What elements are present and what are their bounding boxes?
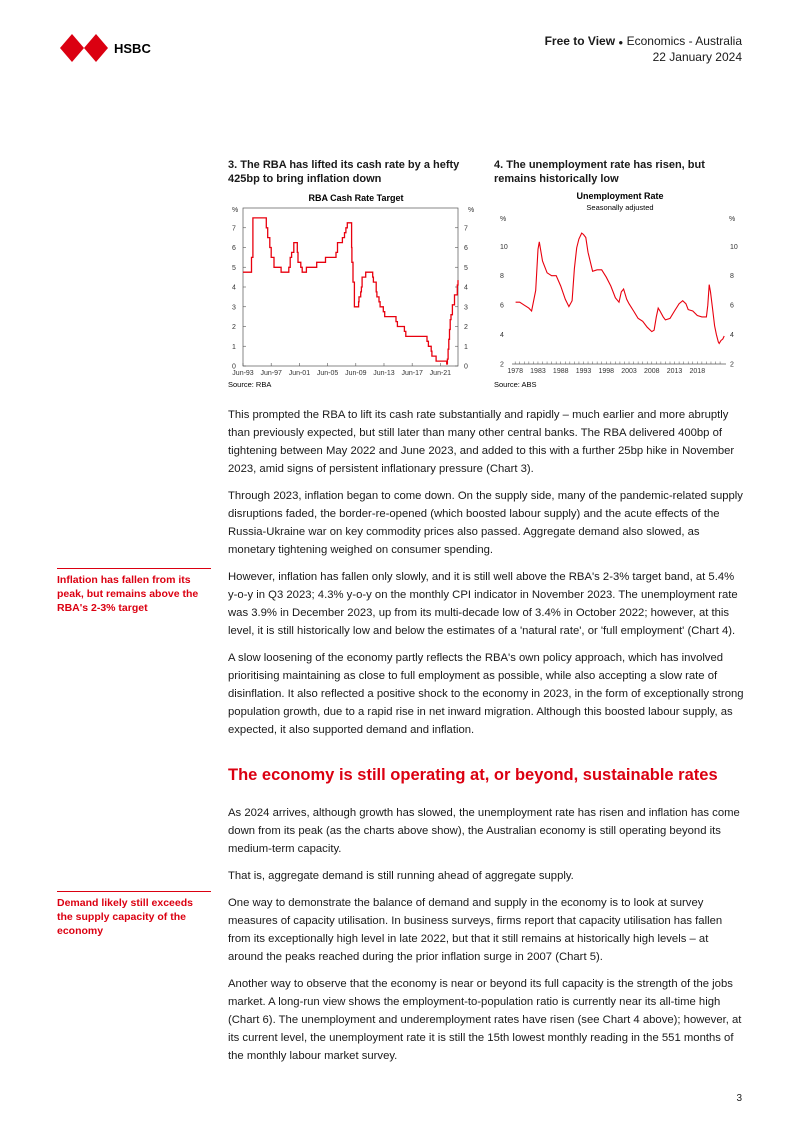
chart3-series-line bbox=[243, 218, 458, 364]
chart3-rba-cash-rate bbox=[226, 188, 480, 388]
chart3-y-tick-label: 0 bbox=[232, 363, 236, 371]
paragraph-2024-arrives: As 2024 arrives, although growth has slowed, the unemployment rate has risen and inflation has come down from its peak (as the charts above show), the Australian economy is still operating beyond its medium-term capacity. bbox=[228, 807, 740, 855]
chart3-y-ticks bbox=[232, 225, 468, 370]
chart3-y-tick-label: 1 bbox=[464, 343, 468, 351]
chart3-y-unit-left: % bbox=[232, 207, 239, 214]
chart3-x-tick-label: Jun-13 bbox=[373, 370, 395, 377]
chart4-y-tick-label: 8 bbox=[500, 273, 504, 281]
side-note-demand: Demand likely still exceeds the supply capacity of the economy bbox=[57, 891, 211, 938]
chart4-y-tick-label: 2 bbox=[500, 361, 504, 369]
chart3-x-tick-label: Jun-93 bbox=[232, 370, 254, 377]
chart4-y-tick-label: 4 bbox=[500, 332, 504, 340]
chart3-y-tick-label: 5 bbox=[464, 264, 468, 272]
chart3-y-tick-label: 3 bbox=[232, 304, 236, 312]
chart3-y-tick-label: 6 bbox=[232, 245, 236, 252]
chart3-plot-frame bbox=[243, 208, 458, 366]
chart4-inner-title: Unemployment Rate bbox=[576, 191, 664, 201]
chart4-y-tick-label: 6 bbox=[730, 302, 734, 310]
chart4-x-tick-label: 1993 bbox=[575, 368, 592, 375]
chart4-series-line bbox=[516, 233, 725, 343]
chart3-y-tick-label: 0 bbox=[464, 363, 468, 371]
header-line-1 bbox=[545, 34, 742, 50]
body-text-block-2 bbox=[228, 804, 746, 1074]
chart3-x-tick-label: Jun-97 bbox=[260, 370, 282, 377]
paragraph-inflation-falling: Through 2023, inflation began to come down. On the supply side, many of the pandemic-related supply disruptions faded, the border-re-opened (which boosted labour supply) and the acute effects of the Russia-Ukraine war on key commodity prices also passed. Aggregate demand also slowed, as monetary tightening weighed on consumer spending. bbox=[228, 490, 743, 556]
chart3-y-tick-label: 7 bbox=[464, 225, 468, 233]
chart4-y-unit-left: % bbox=[500, 216, 507, 223]
chart3-y-tick-label: 4 bbox=[464, 284, 468, 292]
chart4-x-tick-label: 2018 bbox=[689, 368, 706, 375]
chart4-x-tick-label: 2013 bbox=[666, 368, 683, 375]
section-heading: The economy is still operating at, or beyond, sustainable rates bbox=[228, 766, 718, 784]
chart4-title: 4. The unemployment rate has risen, but remains historically low bbox=[494, 159, 705, 185]
chart3-y-tick-label: 7 bbox=[232, 225, 236, 233]
chart3-x-tick-label: Jun-01 bbox=[288, 370, 311, 377]
chart3-y-tick-label: 2 bbox=[464, 324, 468, 331]
chart3-x-ticks bbox=[232, 363, 451, 377]
hsbc-logo bbox=[60, 34, 151, 62]
chart3-y-unit-right: % bbox=[468, 207, 475, 214]
chart3-y-tick-label: 4 bbox=[232, 284, 236, 292]
paragraph-slow-loosening: A slow loosening of the economy partly reflects the RBA's own policy approach, which has involved prioritising maintaining as close to full employment as possible, while also accepting a slow rate of disinflation. It also reflected a positive shock to the economy in 2023, in the form of exceptionally strong population growth, due to a rapid rise in net inward migration. Although this boosted labour supply, as expected, it also supported demand and inflation. bbox=[228, 652, 744, 736]
chart4-y-tick-label: 8 bbox=[730, 273, 734, 281]
body-text-block-1 bbox=[228, 406, 746, 748]
chart4-x-tick-label: 1998 bbox=[598, 368, 615, 375]
chart4-x-ticks bbox=[507, 362, 720, 376]
paragraph-demand-ahead: That is, aggregate demand is still running ahead of aggregate supply. bbox=[228, 870, 574, 882]
chart4-y-tick-label: 2 bbox=[730, 361, 734, 369]
chart4-subtitle: Seasonally adjusted bbox=[586, 203, 654, 212]
paragraph-jobs-market: Another way to observe that the economy is near or beyond its full capacity is the strength of the jobs market. A long-run view shows the employment-to-population ratio is currently near its all-time high (Chart 6). The unemployment and underemployment rates have risen (see Chart 4 above); however, at its current level, the unemployment rate it is still the 15th lowest monthly reading in the 551 months of the monthly labour market survey. bbox=[228, 978, 742, 1062]
chart3-title: 3. The RBA has lifted its cash rate by a hefty 425bp to bring inflation down bbox=[228, 159, 460, 185]
page-number: 3 bbox=[736, 1093, 742, 1104]
chart3-x-tick-label: Jun-21 bbox=[429, 370, 452, 377]
chart4-unemployment-rate bbox=[492, 188, 746, 388]
chart3-y-tick-label: 6 bbox=[464, 245, 468, 252]
chart3-x-tick-label: Jun-05 bbox=[316, 370, 339, 377]
chart3-x-tick-label: Jun-17 bbox=[401, 370, 423, 377]
chart4-y-ticks bbox=[500, 244, 738, 369]
chart3-x-tick-label: Jun-09 bbox=[345, 370, 367, 377]
side-note-inflation: Inflation has fallen from its peak, but remains above the RBA's 2-3% target bbox=[57, 568, 211, 615]
chart4-x-tick-label: 1978 bbox=[507, 368, 523, 375]
chart3-y-tick-label: 5 bbox=[232, 264, 236, 272]
logo-text: HSBC bbox=[114, 40, 151, 56]
paragraph-rba-tightening: This prompted the RBA to lift its cash rate substantially and rapidly – much earlier and more abruptly than previously expected, but still later than many other central banks. The RBA delivered 400bp of tightening between May 2022 and June 2023, and added to this with a further 25bp hike in November 2023, amid signs of persistent inflationary pressure (Chart 3). bbox=[228, 409, 735, 475]
free-to-view-label: Free to View bbox=[544, 34, 616, 48]
chart4-x-tick-label: 1988 bbox=[552, 368, 569, 375]
chart4-x-tick-label: 2008 bbox=[643, 368, 660, 375]
chart3-source: Source: RBA bbox=[228, 380, 272, 388]
chart3-y-tick-label: 3 bbox=[464, 304, 468, 312]
chart4-y-tick-label: 4 bbox=[730, 332, 734, 340]
header-date: 22 January 2024 bbox=[652, 50, 742, 64]
paragraph-capacity-utilisation: One way to demonstrate the balance of demand and supply in the economy is to look at survey measures of capacity utilisation. In business surveys, firms report that capacity utilisation has fallen from its exceptionally high level in late 2022, but that it still remains at historically high levels – at around the peaks reached during the prior inflation surge in 2007 (Chart 5). bbox=[228, 897, 723, 963]
chart4-y-tick-label: 10 bbox=[730, 243, 738, 251]
paragraph-inflation-above-target: However, inflation has fallen only slowly, and it is still well above the RBA's 2-3% target band, at 5.4% y-o-y in Q3 2023; 4.3% y-o-y on the monthly CPI indicator in November 2023. The unemployment rate was 3.9% in December 2023, up from its multi-decade low of 3.4% in October 2022; however, at this level, it is still historically low and below the estimates of a 'natural rate', or 'full employment' (Chart 4). bbox=[228, 571, 738, 637]
chart4-y-unit-right: % bbox=[729, 216, 736, 223]
chart3-y-tick-label: 1 bbox=[232, 343, 236, 351]
chart4-y-tick-label: 6 bbox=[500, 302, 504, 310]
chart3-inner-title: RBA Cash Rate Target bbox=[308, 193, 404, 203]
hsbc-hexagon-icon bbox=[60, 34, 108, 62]
chart4-x-tick-label: 1983 bbox=[530, 368, 546, 375]
category-label: Economics - Australia bbox=[626, 34, 742, 48]
document-header-meta bbox=[545, 34, 742, 65]
chart4-source: Source: ABS bbox=[494, 380, 537, 388]
chart4-y-tick-label: 10 bbox=[500, 243, 508, 251]
chart3-y-tick-label: 2 bbox=[232, 324, 236, 331]
chart4-x-tick-label: 2003 bbox=[621, 368, 637, 375]
bullet-separator: ● bbox=[618, 38, 624, 47]
